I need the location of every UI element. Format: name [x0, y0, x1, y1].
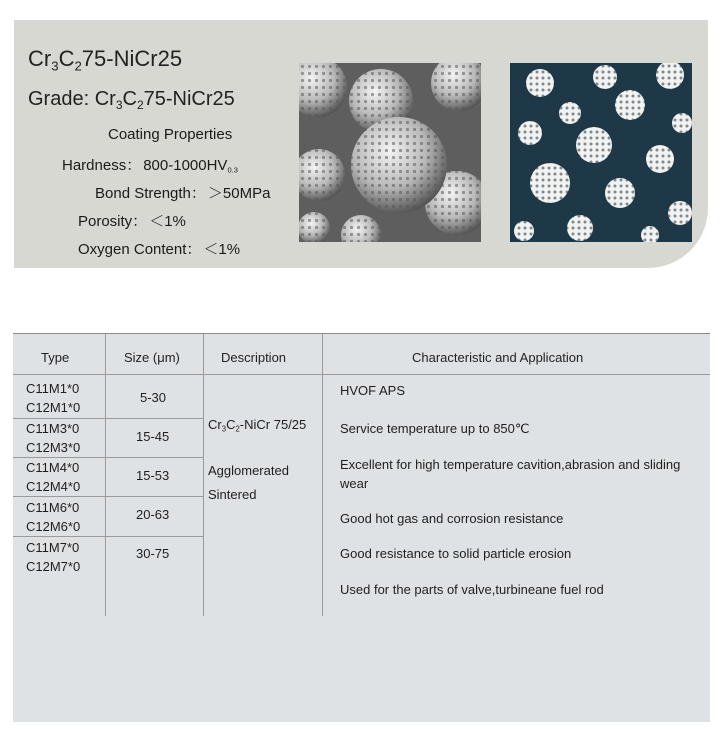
row-divider [13, 496, 203, 497]
table-row: C11M7*0 C12M7*0 [26, 540, 81, 574]
material-description: $Cr_3C_2$-NiCr 75/25 [208, 417, 307, 434]
hardness-property: Hardness： $800-1000HV_{0.3}$ [62, 157, 238, 175]
cross-section-image [510, 63, 692, 242]
application-item: Service temperature up to 850℃ [340, 421, 530, 436]
coating-properties-heading: Coating Properties [108, 126, 233, 143]
application-item: Used for the parts of valve,turbineane fuel rod [340, 582, 604, 597]
application-item: Excellent for high temperature cavition,abrasion and sliding wear [340, 457, 681, 491]
header-characteristic: Characteristic and Application [412, 350, 584, 365]
size-cell: 15-45 [136, 429, 170, 444]
column-divider [322, 334, 323, 616]
product-title: $Cr_3C_275-NiCr25$ [28, 46, 183, 74]
table-row: C11M3*0 C12M3*0 [26, 421, 81, 455]
table-row: C11M4*0 C12M4*0 [26, 460, 81, 494]
row-divider [13, 536, 203, 537]
header-description: Description [221, 350, 287, 365]
porosity-property: Porosity： ＜1% [78, 213, 186, 230]
application-item: Good resistance to solid particle erosion [340, 546, 572, 561]
process-agglomerated: Agglomerated [208, 463, 289, 478]
size-cell: 5-30 [140, 390, 167, 405]
process-sintered: Sintered [208, 487, 257, 502]
application-item: Good hot gas and corrosion resistance [340, 511, 564, 526]
oxygen-content-property: Oxygen Content： ＜1% [78, 241, 241, 258]
table-row: C11M6*0 C12M6*0 [26, 500, 81, 534]
table-row: C11M1*0 C12M1*0 [26, 381, 81, 415]
application-item: HVOF APS [340, 383, 406, 398]
header-type: Type [41, 350, 70, 365]
size-cell: 20-63 [136, 507, 170, 522]
header-size: Size (μm) [124, 350, 180, 365]
size-cell: 15-53 [136, 468, 170, 483]
product-header [14, 20, 708, 268]
column-divider [203, 334, 204, 616]
column-divider [105, 334, 106, 616]
bond-strength-property: Bond Strength： ＞50MPa [95, 185, 271, 202]
size-cell: 30-75 [136, 546, 170, 561]
header-divider [13, 374, 710, 375]
product-grade: Grade: $Cr_3C_275-NiCr25$ [28, 88, 235, 113]
powder-morphology-image [299, 63, 481, 242]
